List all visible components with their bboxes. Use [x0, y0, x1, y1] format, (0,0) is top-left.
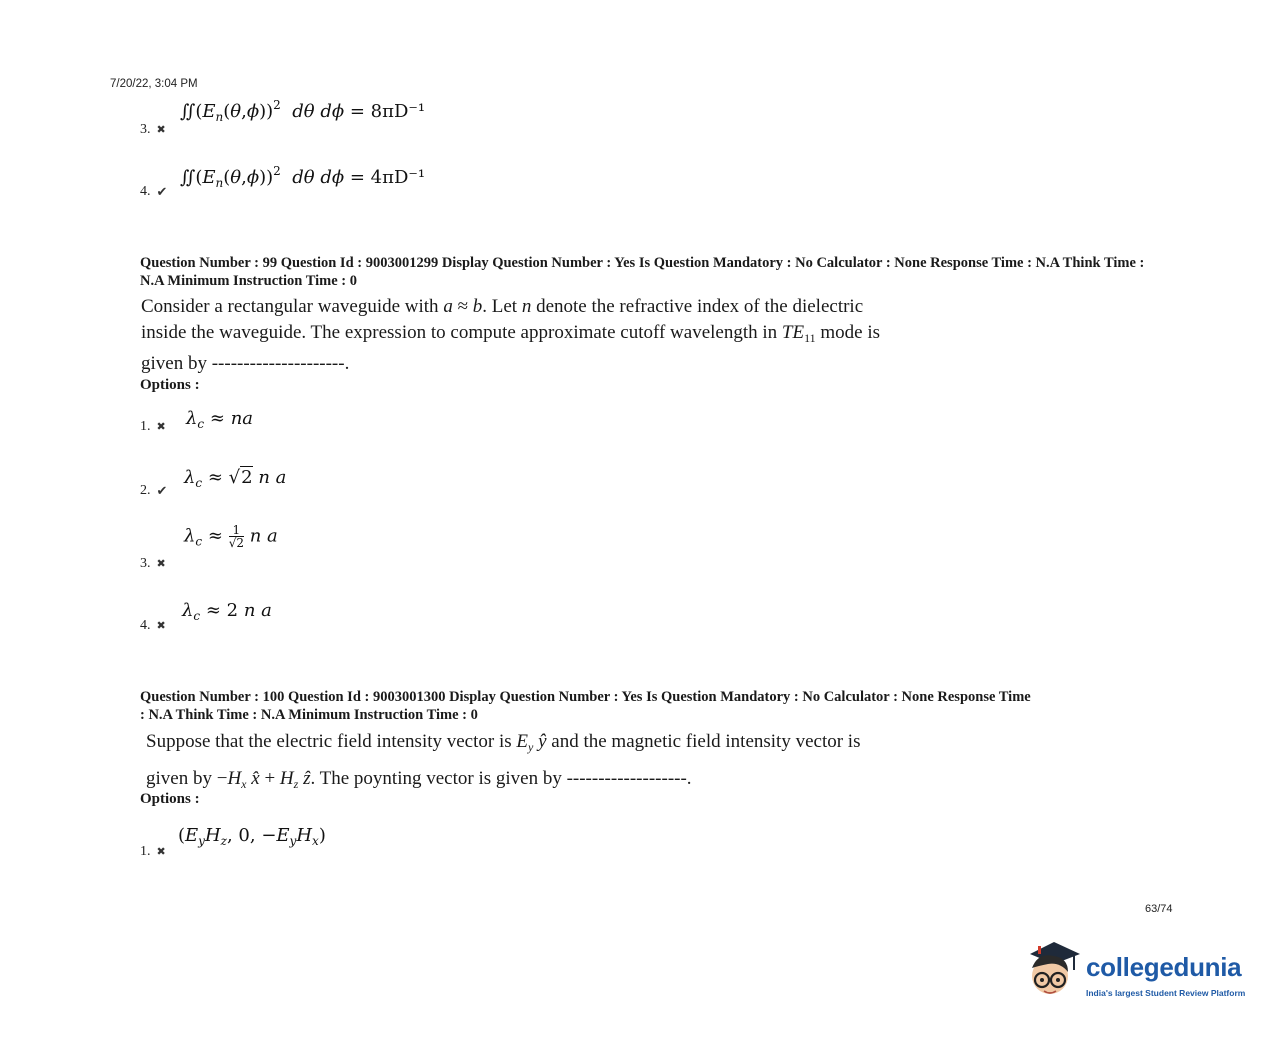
q100-option-1-number: 1. ✖	[140, 844, 166, 859]
cross-icon: ✖	[156, 124, 166, 137]
q99-option-1-expression: $\lambda_c$ ≈ na	[186, 408, 254, 431]
question-100-options-label: Options :	[140, 791, 200, 807]
q99-option-1-number: 1. ✖	[140, 419, 166, 434]
prev-option-4-expression: $∬(E_n(\theta,\phi))^2$ dθ dϕ = 4πD⁻¹	[180, 164, 426, 190]
q100-option-1-expression: ($E_yH_z$, 0, $-E_yH_x$)	[178, 825, 326, 848]
cross-icon: ✖	[156, 846, 166, 859]
question-99-meta: Question Number : 99 Question Id : 9003001299 Display Question Number : Yes Is Question Mandatory : No Calculator : None Response Time : N.A Think Time : N.A Minimum Instruction Time : 0	[140, 255, 1145, 289]
cross-icon: ✖	[156, 620, 166, 633]
q99-option-3-number: 3. ✖	[140, 556, 166, 571]
print-timestamp: 7/20/22, 3:04 PM	[110, 78, 198, 90]
prev-option-3-expression: $∬(E_n(\theta,\phi))^2$ dθ dϕ = 8πD⁻¹	[180, 98, 426, 124]
q99-option-2-expression: $\lambda_c \approx √2$ n a	[184, 467, 287, 490]
question-100-text: Suppose that the electric field intensity vector is $E_y$ ŷ and the magnetic field intensity vector is given by $-H_x$ x̂ + $H_z$ ẑ. The poynting vector is given by -------------------.	[146, 731, 861, 791]
q99-option-4-number: 4. ✖	[140, 618, 166, 633]
brand-name: collegedunia	[1086, 952, 1242, 982]
collegedunia-logo[interactable]	[1024, 938, 1264, 1010]
question-99-text: Consider a rectangular waveguide with a ≈ b. Let n denote the refractive index of the dielectric inside the waveguide. The expression to compute approximate cutoff wavelength in $TE_{11}$ mode is given by ---------------------.	[141, 296, 881, 374]
question-99-options-label: Options :	[140, 377, 200, 393]
q99-option-2-number: 2. ✔	[140, 483, 168, 499]
page-number: 63/74	[1145, 903, 1173, 915]
check-icon: ✔	[156, 483, 168, 498]
q99-option-4-expression: $\lambda_c \approx 2$ n a	[182, 600, 272, 623]
cross-icon: ✖	[156, 558, 166, 571]
check-icon: ✔	[156, 184, 168, 199]
prev-option-3-number: 3. ✖	[140, 122, 166, 137]
cross-icon: ✖	[156, 421, 166, 434]
brand-tagline: India's largest Student Review Platform	[1086, 988, 1246, 998]
prev-option-4-number: 4. ✔	[140, 184, 168, 200]
question-100-meta: Question Number : 100 Question Id : 9003001300 Display Question Number : Yes Is Question Mandatory : No Calculator : None Response Time : N.A Think Time : N.A Minimum Instruction Time : 0	[140, 689, 1031, 723]
q99-option-3-expression: $\lambda_c$ ≈ $\frac{1}{√2}$ n a	[184, 523, 278, 550]
mascot-icon	[1024, 938, 1084, 1008]
